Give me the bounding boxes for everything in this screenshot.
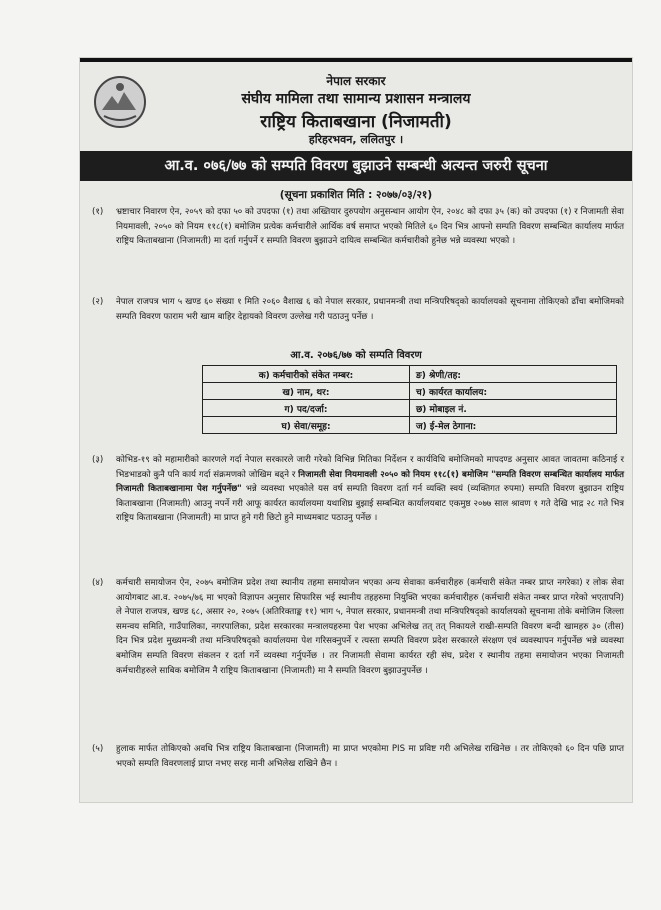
paragraph-5 (84, 742, 624, 771)
paragraph-1 (84, 205, 624, 249)
table-row (203, 417, 617, 434)
form-table-title: आ.व. २०७६/७७ को सम्पति विवरण (290, 350, 422, 361)
table-cell: छ) मोबाइल नं. (410, 400, 617, 417)
property-details-table (202, 365, 617, 434)
paragraph-text-part: कोभिड-१९ को महामारीको कारणले गर्दा नेपाल सरकारले जारी गरेको विभिन्न मितिका निर्देशन र कार्यविधि बमोजिमको मापदण्ड अनुसार आवत जावतमा कठिनाई र भिडभाडको कुनै पनि कार्य गर्दा संक्रमणको जोखिम बढ्ने र (116, 455, 624, 480)
table-cell: च) कार्यरत कार्यालय: (410, 383, 617, 400)
letterhead (80, 58, 632, 154)
notice-title: आ.व. ०७६/७७ को सम्पति विवरण बुझाउने सम्बन्धी अत्यन्त जरुरी सूचना (80, 151, 632, 181)
ministry-name: संघीय मामिला तथा सामान्य प्रशासन मन्त्रालय (241, 91, 471, 107)
paragraph-highlight: निजामती सेवा नियमावली २०५० को नियम ११८(१) बमोजिम "सम्पति विवरण सम्बन्धित कार्यालय मार्फत निजामती किताबखानामा पेश गर्नुपर्नेछ" (116, 469, 624, 495)
table-cell: क) कर्मचारीको संकेत नम्बर: (203, 366, 410, 383)
paragraph-number: (५) (92, 744, 104, 754)
paragraph-number: (१) (92, 207, 104, 217)
published-date: (सूचना प्रकाशित मिति : २०७७/०३/२१) (279, 189, 433, 201)
table-cell: ख) नाम, थर: (203, 383, 410, 400)
table-cell: घ) सेवा/समूह: (203, 417, 410, 434)
paragraph-number: (२) (92, 297, 104, 307)
paragraph-text: नेपाल राजपत्र भाग ५ खण्ड ६० संख्या १ मिति २०६० वैशाख ६ को नेपाल सरकार, प्रधानमन्त्री तथा मन्त्रिपरिषद्को कार्यालयको सूचनामा तोकिएको ढाँचा बमोजिमको सम्पति विवरण फाराम भरी खाम बाहिर देहायको विवरण उल्लेख गरी पठाउनु पर्नेछ । (116, 297, 624, 322)
paragraph-number: (३) (92, 455, 104, 465)
government-name: नेपाल सरकार (326, 74, 386, 88)
department-name: राष्ट्रिय किताबखाना (निजामती) (260, 112, 452, 132)
paragraph-text (116, 453, 624, 526)
paragraph-number: (४) (92, 578, 104, 588)
table-cell: ज) ई-मेल ठेगाना: (410, 417, 617, 434)
nepal-emblem-logo (92, 74, 148, 130)
paragraph-3 (84, 453, 624, 526)
table-cell: ङ) श्रेणी/तह: (410, 366, 617, 383)
table-cell: ग) पद/दर्जा: (203, 400, 410, 417)
table-row (203, 383, 617, 400)
paragraph-text-part: भन्ने व्यवस्था भएकोले यस वर्ष सम्पति विवरण दर्ता गर्न व्यक्ति स्वयं (व्यक्तिगत रुपमा) सम्पति विवरण बुझाउन राष्ट्रिय किताबखाना (निजामती) आउनु नपर्ने गरी आफू कार्यरत कार्यालयमा यथाशिघ्र बुझाई सम्बन्धित कार्यालयबाट एकमुष्ठ २०७७ साल श्रावण १ गते देखि भाद्र २८ गते भित्र राष्ट्रिय किताबखाना (निजामती) मा प्राप्त हुने गरी छिटो हुने माध्यमबाट पठाउनु पर्नेछ । (116, 484, 625, 524)
paragraph-2 (84, 295, 624, 324)
office-address: हरिहरभवन, ललितपुर । (308, 133, 404, 146)
paragraph-4 (84, 576, 624, 678)
paragraph-text: हुलाक मार्फत तोकिएको अवधि भित्र राष्ट्रिय किताबखाना (निजामती) मा प्राप्त भएकोमा PIS मा प्रविष्ट गरी अभिलेख राखिनेछ । तर तोकिएको ६० दिन पछि प्राप्त भएको सम्पति विवरणलाई प्राप्त नभए सरह मानी अभिलेख राखिने छैन । (116, 744, 624, 769)
paragraph-text: कर्मचारी समायोजन ऐन, २०७५ बमोजिम प्रदेश तथा स्थानीय तहमा समायोजन भएका अन्य सेवाका कर्मचारीहरु (कर्मचारी संकेत नम्बर प्राप्त नगरेका) र लोक सेवा आयोगबाट आ.व. २०७५/७६ मा भएको विज्ञापन अनुसार सिफारिस भई स्थानीय तहहरुमा नियुक्ति भएका कर्मचारीहरु (कर्मचारी संकेत नम्बर प्राप्त गरेको भएतापनि) ले नेपाल राजपत्र, खण्ड ६८, असार २०, २०७५ (अतिरिक्ताङ्क ११) भाग ५, नेपाल सरकार, प्रधानमन्त्री तथा मन्त्रिपरिषद्को कार्यालयको सूचनामा तोके बमोजिम जिल्ला समन्वय समिति, गाउँपालिका, नगरपालिका, प्रदेश सरकारका मन्त्रालयहरुमा पेश भएका अभिलेख तत् तत् निकायले राखी-सम्पति विवरण बन्दी खामहरु ३० (तीस) दिन भित्र प्रदेश मुख्यमन्त्री तथा मन्त्रिपरिषद्को कार्यालयमा पेश गरिसक्नुपर्ने र त्यस्ता सम्पति विवरण प्रदेश सरकारले संरक्षण एवं व्यवस्थापन गर्नुपर्नेछ भन्ने व्यवस्था बमोजिम सम्पति विवरण संकलन र दर्ता गर्ने व्यवस्था गर्नुपर्नेछ । तर निजामती सेवामा कार्यरत रही संघ, प्रदेश र स्थानीय तहमा समायोजन भएका निजामती कर्मचारीहरुले साबिक बमोजिम नै राष्ट्रिय किताबखाना (निजामती) मा नै सम्पति विवरण बुझाउनुपर्नेछ । (116, 578, 624, 676)
table-row (203, 366, 617, 383)
table-row (203, 400, 617, 417)
paragraph-text: भ्रष्टाचार निवारण ऐन, २०५९ को दफा ५० को उपदफा (१) तथा अख्तियार दुरुपयोग अनुसन्धान आयोग ऐन, २०४८ को दफा ३५ (क) को उपदफा (१) र निजामती सेवा नियमावली, २०५० को नियम ११८(१) बमोजिम प्रत्येक कर्मचारीले आर्थिक वर्ष समाप्त भएको मितिले ६० दिन भित्र आफ्नो सम्पति विवरण सम्बन्धित कार्यालय मार्फत राष्ट्रिय किताबखाना (निजामती) मा दर्ता गर्नुपर्ने र सम्पति विवरण बुझाउने दायित्व सम्बन्धित कर्मचारीको हुनेछ भन्ने व्यवस्था भएको । (116, 207, 624, 247)
